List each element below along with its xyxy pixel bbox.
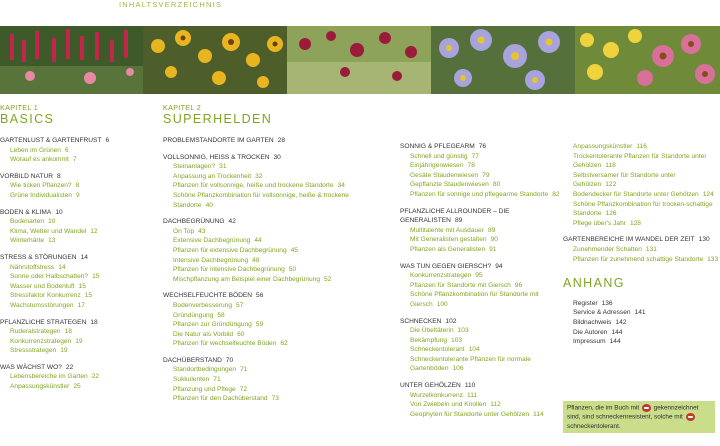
section-title: SCHNECKEN <box>400 317 442 325</box>
toc-item-title: Leben im Grünen <box>10 146 61 154</box>
section-title: UNTER GEHÖLZEN <box>400 382 461 390</box>
section-title: PROBLEMSTANDORTE IM GARTEN <box>163 137 274 144</box>
page-number: 144 <box>611 328 623 336</box>
page-number: 22 <box>65 363 74 371</box>
page-number: 96 <box>514 281 523 289</box>
page-number: 60 <box>237 330 245 338</box>
page-number: 43 <box>198 227 206 235</box>
page-number: 95 <box>475 272 483 280</box>
legend-text-3: schneckentolerant. <box>567 422 621 430</box>
page-number: 104 <box>468 346 480 354</box>
toc-item[interactable] <box>563 328 720 338</box>
toc-item[interactable] <box>0 146 150 156</box>
page-number: 18 <box>64 328 72 336</box>
page-number: 17 <box>77 301 85 309</box>
toc-item-title: Bodenarten <box>10 218 45 226</box>
toc-item[interactable] <box>400 161 560 171</box>
page-number: 12 <box>90 227 98 235</box>
chapter-title: SUPERHELDEN <box>163 112 273 126</box>
toc-section <box>400 142 560 200</box>
section-heading[interactable] <box>0 172 150 182</box>
toc-item-title: Stressstrategen <box>10 347 57 355</box>
toc-item-title: Schneckentolerant <box>410 346 465 354</box>
toc-item-title: Gepflanzte Staudenwiesen <box>410 181 489 189</box>
page-number: 82 <box>552 190 560 198</box>
toc-item[interactable] <box>0 327 150 337</box>
toc-section <box>0 172 150 201</box>
toc-item[interactable] <box>163 365 388 375</box>
toc-item[interactable] <box>400 336 560 346</box>
toc-item-title: Trockentolerante Pflanzen für Standorte unter Gehölzen <box>573 152 707 170</box>
page-number: 44 <box>254 237 262 245</box>
toc-item-title: Wie ticken Pflanzen? <box>10 182 72 190</box>
toc-item-title: Service & Adressen <box>573 309 631 317</box>
toc-item-title: Schöne Pflanzkombination für trocken-schattige Standorte <box>573 200 713 218</box>
toc-item-title: Stressfaktor Konkurrenz <box>10 292 81 300</box>
chapter-label: KAPITEL 1 <box>0 103 38 112</box>
page-number: 100 <box>436 300 448 308</box>
toc-item-title: Die Autoren <box>573 328 608 336</box>
page-number: 50 <box>288 266 297 274</box>
toc-item-title: Intensive Dachbegrünung <box>173 256 249 264</box>
page-number: 106 <box>452 365 464 373</box>
toc-item-title: Schöne Pflanzkombination für vollsonnige, heiße & trockene Standorte <box>173 191 349 209</box>
toc-item[interactable] <box>0 155 150 165</box>
page-number: 14 <box>58 263 66 271</box>
chapter-title: BASICS <box>0 112 55 126</box>
page-number: 90 <box>490 236 498 244</box>
section-title: GARTENLUST & GARTENFRUST <box>0 137 102 144</box>
section-heading[interactable] <box>163 217 388 227</box>
toc-item[interactable] <box>163 191 388 210</box>
toc-section <box>0 208 150 246</box>
page-number: 78 <box>467 162 475 170</box>
toc-sections <box>0 136 150 392</box>
section-title: WAS WÄCHST WO? <box>0 363 62 371</box>
toc-item-title: Wachstumsstörungen <box>10 301 74 309</box>
toc-item[interactable] <box>400 345 560 355</box>
toc-item[interactable] <box>400 281 560 291</box>
toc-item-title: Pflanzen für intensive Dachbegrünung <box>173 266 285 274</box>
toc-item[interactable] <box>163 265 388 275</box>
page-number: 80 <box>492 181 501 189</box>
toc-item[interactable] <box>400 180 560 190</box>
page-number: 8 <box>57 172 61 180</box>
section-title: DACHBEGRÜNUNG <box>163 218 225 226</box>
page-number: 10 <box>48 218 56 226</box>
section-heading[interactable] <box>400 317 560 327</box>
toc-item[interactable] <box>163 311 388 321</box>
toc-item-title: Gründüngung <box>173 311 214 319</box>
toc-item-title: Steinanlagen? <box>173 163 216 171</box>
toc-item-title: Standortbedingungen <box>173 366 237 374</box>
toc-item-title: Wurzelkonkurrenz <box>410 391 464 399</box>
toc-item-title: Lebensbereiche im Garten <box>10 373 88 381</box>
toc-item-title: Einjährigenwiesen <box>410 162 464 170</box>
toc-item-title: Selbstversamer für Standorte unter Gehölzen <box>573 171 676 189</box>
toc-item[interactable] <box>400 152 560 162</box>
chapter-label: KAPITEL 2 <box>163 103 201 112</box>
page-number: 73 <box>271 395 279 403</box>
toc-item[interactable] <box>400 391 560 401</box>
page-number: 57 <box>236 301 244 309</box>
toc-item[interactable] <box>563 171 720 190</box>
section-heading[interactable] <box>0 318 150 328</box>
photo-red-spikes <box>0 26 143 94</box>
page-number: 141 <box>634 309 646 317</box>
toc-item[interactable] <box>163 172 388 182</box>
column-superhelden-cont <box>400 142 560 426</box>
page-number: 13 <box>48 237 56 245</box>
section-heading[interactable] <box>163 356 388 366</box>
section-title: PFLANZLICHE ALLROUNDER – DIE GENERALISTEN <box>400 207 510 225</box>
page-number: 9 <box>75 191 80 199</box>
toc-item[interactable] <box>163 275 388 285</box>
toc-item-title: Ruderalstrategen <box>10 328 61 336</box>
toc-item[interactable] <box>0 337 150 347</box>
page-number: 126 <box>605 210 617 218</box>
photo-yellow-flowers <box>143 26 287 94</box>
toc-item-title: Konkurrenzstrategen <box>10 337 72 345</box>
toc-item[interactable] <box>563 299 720 309</box>
toc-item-title: Pflege über's Jahr <box>573 219 626 227</box>
page-number: 15 <box>84 292 93 300</box>
section-title: PFLANZLICHE STRATEGEN <box>0 318 87 326</box>
page-number: 130 <box>698 236 710 244</box>
toc-item-title: Pflanzen für zunehmend schattige Standorte <box>573 255 704 263</box>
page-number: 103 <box>457 327 469 335</box>
toc-item[interactable] <box>163 301 388 311</box>
toc-item-title: Pflanzen für sonnige und pflegearme Standorte <box>410 190 549 198</box>
toc-section <box>163 217 388 284</box>
toc-item-title: Pflanzen für den Dachüberstand <box>173 395 268 403</box>
page-number: 56 <box>256 292 264 300</box>
section-title: GARTENBEREICHE IM WANDEL DER ZEIT <box>563 236 695 244</box>
section-title: VORBILD NATUR <box>0 172 54 180</box>
page-number: 103 <box>451 336 463 344</box>
toc-sections <box>400 142 560 419</box>
page-number: 112 <box>490 401 501 409</box>
toc-item-title: Sonne oder Halbschatten? <box>10 273 89 281</box>
toc-item-title: Extensive Dachbegrünung <box>173 237 251 245</box>
toc-item-title: Winterhärte <box>10 237 45 245</box>
toc-item-title: Impressum <box>573 338 606 346</box>
toc-item-title: Die Übeltäterin <box>410 327 454 335</box>
page-number: 72 <box>239 385 248 393</box>
page-number: 6 <box>64 146 69 154</box>
toc-item[interactable] <box>400 171 560 181</box>
page-number: 52 <box>323 275 332 283</box>
toc-items <box>563 142 720 228</box>
toc-item-title: Geophyten für Standorte unter Gehölzen <box>410 410 530 418</box>
toc-item[interactable] <box>0 291 150 301</box>
page-number: 32 <box>255 172 263 180</box>
page-number: 30 <box>273 153 281 161</box>
toc-item-title: Zunehmender Schatten <box>573 245 642 253</box>
toc-item-title: Anpassung an Trockenheit <box>173 172 252 180</box>
page-number: 128 <box>629 219 641 227</box>
toc-item[interactable] <box>400 190 560 200</box>
page-number: 25 <box>73 383 81 391</box>
page-number: 114 <box>533 410 544 418</box>
section-heading[interactable] <box>163 153 388 163</box>
toc-item-title: Bodendecker für Standorte unter Gehölzen <box>573 190 699 198</box>
toc-item-title: Anpassungskünstler <box>10 383 70 391</box>
page-number: 70 <box>225 356 234 364</box>
page-number: 131 <box>645 245 657 253</box>
page-number: 18 <box>90 318 98 326</box>
toc-item[interactable] <box>0 282 150 292</box>
toc-item[interactable] <box>0 372 150 382</box>
snail-resistant-icon <box>642 404 651 412</box>
page-number: 40 <box>205 201 213 209</box>
toc-item-title: Schneckentolerante Pflanzen für normale Gartenböden <box>410 355 531 373</box>
toc-item[interactable] <box>163 162 388 172</box>
toc-sections <box>163 136 388 404</box>
snail-tolerant-icon <box>686 413 695 421</box>
toc-item-title: Klima, Wetter und Wandel <box>10 227 87 235</box>
toc-item[interactable] <box>163 339 388 349</box>
section-heading[interactable] <box>0 253 150 263</box>
section-heading[interactable] <box>400 262 560 272</box>
legend-box <box>563 401 715 433</box>
toc-item[interactable] <box>163 385 388 395</box>
page-number: 71 <box>240 366 248 374</box>
toc-section <box>563 235 720 264</box>
toc-section <box>163 136 388 146</box>
toc-item[interactable] <box>563 200 720 219</box>
toc-item[interactable] <box>163 375 388 385</box>
toc-item-title: Schnell und günstig <box>410 152 468 160</box>
toc-item-title: Worauf es ankommt <box>10 156 69 164</box>
toc-item[interactable] <box>563 152 720 171</box>
toc-item-title: Schöne Pflanzkombination für Standorte mit Giersch <box>410 291 539 308</box>
toc-item-title: Wasser und Bodenluft <box>10 282 75 290</box>
toc-item-title: Bodenverbesserung <box>173 301 233 309</box>
page-number: 76 <box>478 143 487 150</box>
toc-item[interactable] <box>563 255 720 265</box>
toc-item[interactable] <box>163 246 388 256</box>
toc-section <box>400 207 560 255</box>
toc-section <box>163 356 388 404</box>
page-number: 110 <box>464 382 476 390</box>
page-number: 91 <box>489 245 497 253</box>
toc-section <box>163 153 388 211</box>
section-title: DACHÜBERSTAND <box>163 356 222 364</box>
toc-item[interactable] <box>163 394 388 404</box>
toc-item[interactable] <box>163 236 388 246</box>
page-number: 31 <box>219 163 227 171</box>
page-number: 118 <box>605 162 616 170</box>
page-number: 45 <box>290 246 298 254</box>
toc-section <box>400 262 560 310</box>
page-number: 58 <box>217 311 225 319</box>
page-number: 10 <box>55 208 63 216</box>
page-number: 136 <box>601 299 613 307</box>
toc-item[interactable] <box>400 235 560 245</box>
toc-item[interactable] <box>563 318 720 328</box>
toc-item[interactable] <box>163 330 388 340</box>
toc-item[interactable] <box>0 217 150 227</box>
toc-item-title: Sukkulenten <box>173 376 210 384</box>
section-heading[interactable] <box>563 235 720 245</box>
toc-item[interactable] <box>563 142 720 152</box>
toc-item-title: Bekämpfung <box>410 336 448 344</box>
anhang-title: ANHANG <box>563 276 625 291</box>
page-number: 22 <box>91 373 100 381</box>
toc-item[interactable] <box>163 227 388 237</box>
toc-item[interactable] <box>400 326 560 336</box>
page-number: 124 <box>702 190 714 198</box>
toc-item-title: Pflanzen für vollsonnige, heiße und trockene Standorte <box>173 182 334 190</box>
toc-item[interactable] <box>563 308 720 318</box>
column-basics <box>0 103 150 399</box>
toc-item-title: Konkurrenzstrategen <box>410 272 472 280</box>
toc-item-title: Multitalente mit Ausdauer <box>410 226 485 234</box>
page-number: 15 <box>92 273 100 281</box>
page-number: 62 <box>280 340 288 348</box>
toc-item[interactable] <box>0 346 150 356</box>
page-number: 144 <box>609 338 621 346</box>
page-number: 15 <box>78 282 86 290</box>
toc-item-title: Nährstoffstress <box>10 263 55 271</box>
toc-item-title: Pflanzen zur Gründüngung <box>173 321 252 329</box>
section-heading[interactable] <box>400 142 560 152</box>
toc-item[interactable] <box>400 271 560 281</box>
toc-item[interactable] <box>0 191 150 201</box>
legend-text-1: Pflanzen, die im Buch mit <box>567 404 640 412</box>
photo-red-globes <box>287 26 431 94</box>
page-number: 59 <box>255 321 264 329</box>
section-title: BODEN & KLIMA <box>0 208 52 216</box>
page-number: 7 <box>72 156 77 164</box>
page-number: 122 <box>605 181 617 189</box>
page-number: 111 <box>467 391 478 399</box>
photo-yellow-pink-flowers <box>575 26 720 94</box>
toc-item[interactable] <box>163 320 388 330</box>
section-heading[interactable] <box>400 207 560 226</box>
toc-item[interactable] <box>163 256 388 266</box>
page-number: 77 <box>471 152 479 160</box>
section-heading[interactable] <box>0 363 150 373</box>
section-heading[interactable] <box>163 136 388 146</box>
section-title: WECHSELFEUCHTE BÖDEN <box>163 292 253 300</box>
page-header: INHALTSVERZEICHNIS <box>119 0 223 9</box>
page-number: 89 <box>454 217 463 225</box>
page-number: 34 <box>337 182 345 190</box>
photo-blue-asters <box>431 26 575 94</box>
legend-text-2: gekennzeichnet sind, sind schneckenresistent, solche mit <box>567 404 699 421</box>
toc-item-title: Die Natur als Vorbild <box>173 330 234 338</box>
toc-item-title: Bildnachweis <box>573 318 612 326</box>
toc-item[interactable] <box>0 181 150 191</box>
toc-item-title: Pflanzen für wechselfeuchte Böden <box>173 340 277 348</box>
column-anhang <box>563 142 720 347</box>
toc-item-title: Pflanzen als Generalisten <box>410 245 486 253</box>
toc-item[interactable] <box>400 226 560 236</box>
page-number: 133 <box>707 255 719 263</box>
toc-section <box>0 363 150 392</box>
toc-item[interactable] <box>400 290 560 309</box>
toc-item-title: Pflanzen für extensive Dachbegrünung <box>173 246 287 254</box>
page-number: 71 <box>213 376 221 384</box>
toc-section <box>563 235 720 264</box>
toc-item-title: Mischpflanzung am Beispiel einer Dachbegrünung <box>173 275 320 283</box>
toc-item-title: Anpassungskünstler <box>573 143 633 150</box>
page-number: 142 <box>615 318 627 326</box>
toc-item-title: Register <box>573 299 598 307</box>
anhang-list <box>563 299 720 347</box>
toc-item[interactable] <box>563 245 720 255</box>
photo-strip <box>0 26 720 94</box>
section-title: STRESS & STÖRUNGEN <box>0 253 77 261</box>
page-number: 94 <box>495 262 503 270</box>
toc-item-title: Von Zwiebeln und Knollen <box>410 401 487 409</box>
toc-section <box>400 317 560 375</box>
toc-item[interactable] <box>563 219 720 229</box>
page-number: 79 <box>482 171 490 179</box>
page-number: 102 <box>445 317 457 325</box>
toc-item[interactable] <box>400 410 560 420</box>
page-number: 116 <box>636 143 647 150</box>
toc-section <box>0 253 150 311</box>
toc-section <box>400 381 560 419</box>
page-number: 28 <box>277 137 285 144</box>
toc-item[interactable] <box>0 301 150 311</box>
section-title: WAS TUN GEGEN GIERSCH? <box>400 262 492 270</box>
page-number: 8 <box>75 182 80 190</box>
toc-item-title: Mit Generalisten gestalten <box>410 236 487 244</box>
toc-section <box>0 318 150 356</box>
toc-item[interactable] <box>163 181 388 191</box>
toc-item[interactable] <box>400 400 560 410</box>
toc-item[interactable] <box>563 190 720 200</box>
toc-item[interactable] <box>0 382 150 392</box>
toc-item[interactable] <box>563 337 720 347</box>
page-number: 42 <box>228 218 236 226</box>
toc-item[interactable] <box>0 263 150 273</box>
section-title: SONNIG & PFLEGEARM <box>400 143 475 150</box>
page-number: 14 <box>80 253 88 261</box>
toc-item[interactable] <box>0 227 150 237</box>
toc-item-title: On Top <box>173 227 195 235</box>
section-title: VOLLSONNIG, HEISS & TROCKEN <box>163 153 270 161</box>
toc-section <box>0 136 150 165</box>
page-number: 19 <box>60 347 68 355</box>
section-heading[interactable] <box>400 381 560 391</box>
toc-section <box>163 291 388 349</box>
column-superhelden <box>163 103 388 411</box>
page-number: 6 <box>105 137 110 144</box>
toc-item-title: Pflanzen für Standorte mit Giersch <box>410 281 511 289</box>
toc-item-title: Grüne Individualisten <box>10 191 72 199</box>
page-number: 89 <box>488 226 496 234</box>
section-heading[interactable] <box>163 291 388 301</box>
toc-item-title: Pflanzung und Pflege <box>173 385 236 393</box>
toc-item[interactable] <box>400 245 560 255</box>
toc-item[interactable] <box>400 355 560 374</box>
toc-item-title: Gesäte Staudenwiesen <box>410 171 479 179</box>
section-heading[interactable] <box>0 136 150 146</box>
page-number: 48 <box>252 256 260 264</box>
toc-item[interactable] <box>0 272 150 282</box>
page-number: 19 <box>75 337 83 345</box>
toc-item[interactable] <box>0 236 150 246</box>
section-heading[interactable] <box>0 208 150 218</box>
